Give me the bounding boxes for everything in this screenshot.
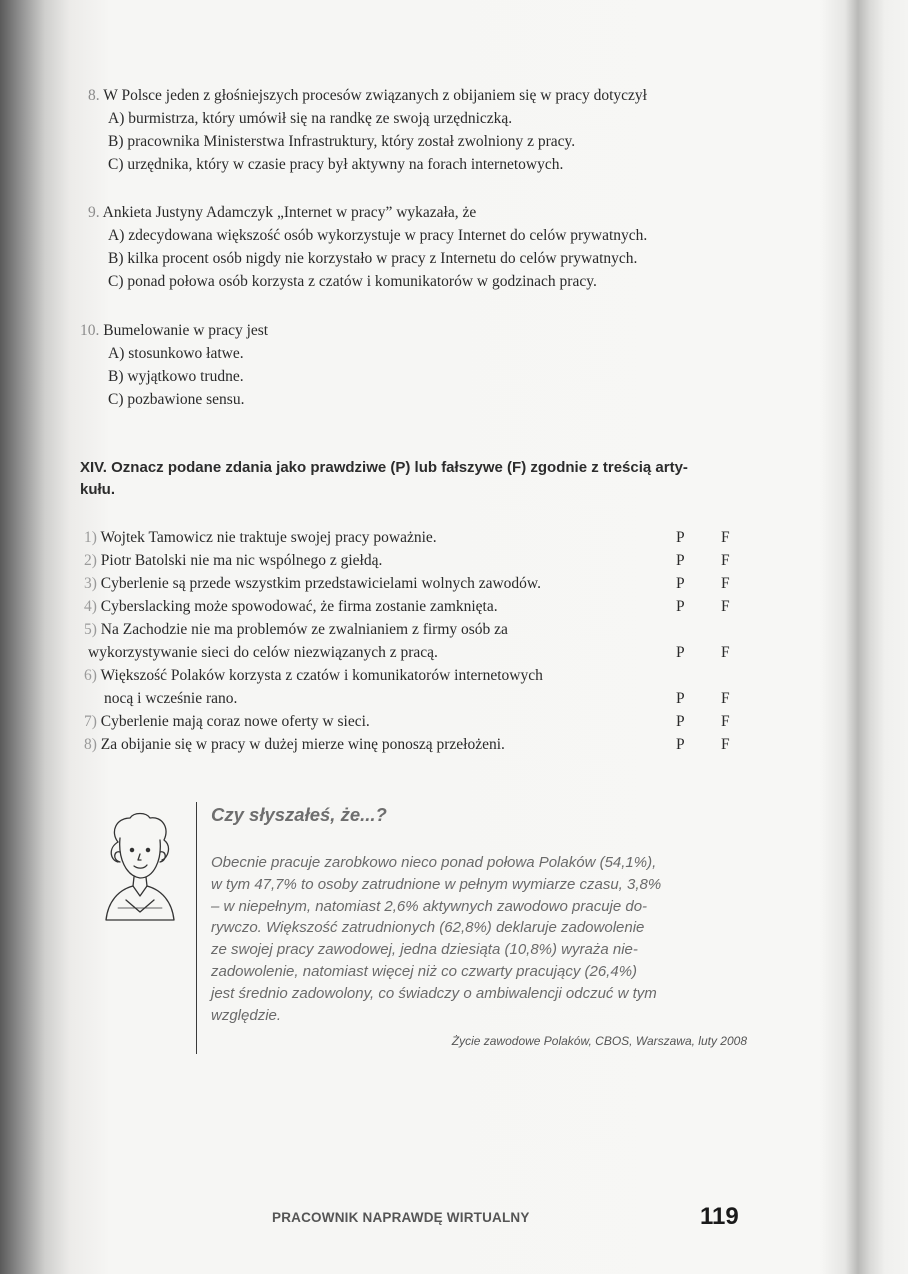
info-line: względzie. [211,1006,282,1024]
statement-text: Cyberslacking może spowodować, że firma zostanie zamknięta. [100,598,498,615]
option-b: B) wyjątkowo trudne. [108,368,244,385]
section-instruction-cont: kułu. [80,481,116,498]
section-label: XIV. [80,459,107,476]
statement-text: Na Zachodzie nie ma problemów ze zwalnianiem z firmy osób za [100,621,508,638]
statement-row [84,618,744,664]
true-option[interactable]: P [676,690,685,707]
info-line: jest średnio zadowolony, co świadczy o ambiwalencji odczuć w tym [211,984,657,1002]
statement-row [84,572,744,595]
true-false-list [84,526,744,756]
false-option[interactable]: F [721,736,730,753]
true-option[interactable]: P [676,529,685,546]
statement-number: 2) [84,552,97,569]
option-c: C) ponad połowa osób korzysta z czatów i komunikatorów w godzinach pracy. [108,273,597,290]
page-number: 119 [700,1203,739,1230]
statement-number: 8) [84,736,97,753]
question-number: 8. [88,87,100,104]
false-option[interactable]: F [721,644,730,661]
false-option[interactable]: F [721,575,730,592]
question-9 [88,201,647,293]
true-option[interactable]: P [676,598,685,615]
info-source: Życie zawodowe Polaków, CBOS, Warszawa, luty 2008 [451,1034,747,1048]
statement-row [84,710,744,733]
true-option[interactable]: P [676,552,685,569]
false-option[interactable]: F [721,598,730,615]
option-c: C) urzędnika, który w czasie pracy był aktywny na forach internetowych. [108,156,564,173]
statement-text: Większość Polaków korzysta z czatów i komunikatorów internetowych [100,667,543,684]
statement-text: Piotr Batolski nie ma nic wspólnego z giełdą. [100,552,383,569]
cartoon-person-illustration [96,812,182,932]
info-line: zadowolenie, natomiast więcej niż co czwarty pracujący (26,4%) [211,962,638,980]
running-footer-title: PRACOWNIK NAPRAWDĘ WIRTUALNY [272,1210,530,1225]
true-option[interactable]: P [676,736,685,753]
did-you-know-box [196,802,757,1054]
option-a: A) stosunkowo łatwe. [108,345,244,362]
question-10 [80,319,268,411]
info-line: ze swojej pracy zawodowej, jedna dziesiąta (10,8%) wyraża nie- [211,941,638,959]
person-icon [96,812,182,932]
option-b: B) pracownika Ministerstwa Infrastruktury, który został zwolniony z pracy. [108,133,576,150]
info-line: w tym 47,7% to osoby zatrudnione w pełnym wymiarze czasu, 3,8% [211,875,662,893]
section-instruction: Oznacz podane zdania jako prawdziwe (P) lub fałszywe (F) zgodnie z treścią arty- [111,459,688,476]
true-option[interactable]: P [676,644,685,661]
statement-row [84,549,744,572]
statement-number: 3) [84,575,97,592]
question-stem: Bumelowanie w pracy jest [103,322,269,339]
statement-row [84,595,744,618]
question-number: 9. [88,204,100,221]
statement-number: 4) [84,598,97,615]
info-line: Obecnie pracuje zarobkowo nieco ponad połowa Polaków (54,1%), [211,854,657,871]
option-a: A) burmistrza, który umówił się na randkę ze swoją urzędniczką. [108,110,513,127]
info-body [211,852,747,1026]
false-option[interactable]: F [721,713,730,730]
option-c: C) pozbawione sensu. [108,391,245,408]
statement-row [84,733,744,756]
info-title: Czy słyszałeś, że...? [211,804,387,825]
true-option[interactable]: P [676,575,685,592]
info-line: rywczo. Większość zatrudnionych (62,8%) deklaruje zadowolenie [211,919,645,937]
statement-number: 5) [84,621,97,638]
statement-text-cont: nocą i wcześnie rano. [104,690,238,707]
question-stem: Ankieta Justyny Adamczyk „Internet w pracy” wykazała, że [102,204,477,221]
section-heading [80,457,760,501]
statement-text-cont: wykorzystywanie sieci do celów niezwiązanych z pracą. [88,644,438,661]
question-stem: W Polsce jeden z głośniejszych procesów związanych z obijaniem się w pracy dotyczył [103,87,647,104]
false-option[interactable]: F [721,552,730,569]
statement-row [84,526,744,549]
question-number: 10. [80,322,100,339]
question-8 [88,84,647,176]
option-b: B) kilka procent osób nigdy nie korzystało w pracy z Internetu do celów prywatnych. [108,250,638,267]
true-option[interactable]: P [676,713,685,730]
statement-text: Cyberlenie mają coraz nowe oferty w sieci. [100,713,370,730]
statement-text: Wojtek Tamowicz nie traktuje swojej pracy poważnie. [100,529,437,546]
info-line: – w niepełnym, natomiast 2,6% aktywnych zawodowo pracuje do- [211,897,648,915]
statement-number: 7) [84,713,97,730]
option-a: A) zdecydowana większość osób wykorzystuje w pracy Internet do celów prywatnych. [108,227,648,244]
statement-number: 1) [84,529,97,546]
false-option[interactable]: F [721,529,730,546]
statement-number: 6) [84,667,97,684]
statement-text: Cyberlenie są przede wszystkim przedstawicielami wolnych zawodów. [100,575,541,592]
statement-row [84,664,744,710]
false-option[interactable]: F [721,690,730,707]
statement-text: Za obijanie się w pracy w dużej mierze winę ponoszą przełożeni. [100,736,505,753]
